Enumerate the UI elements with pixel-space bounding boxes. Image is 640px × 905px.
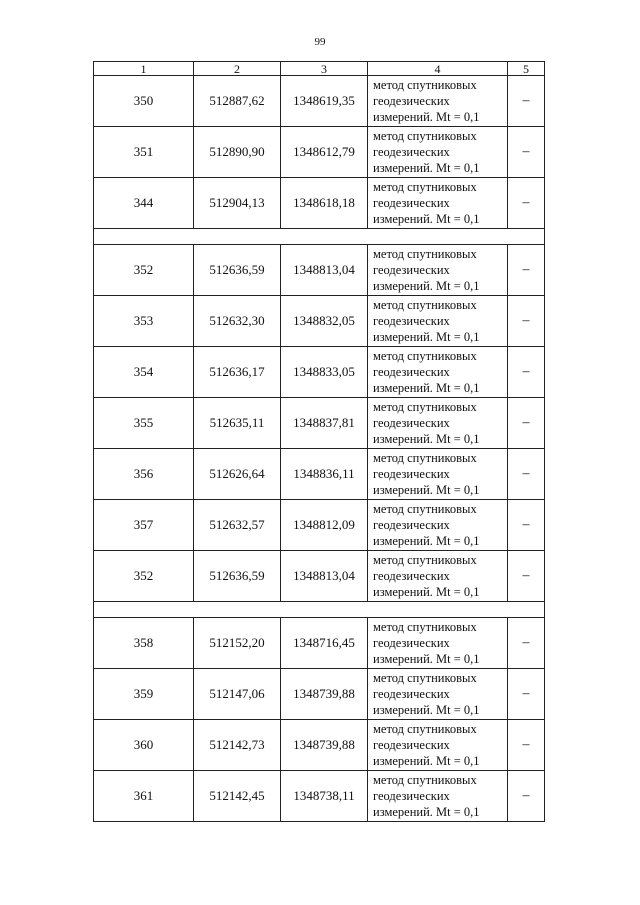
y-coordinate-cell: 1348612,79 — [281, 127, 368, 178]
y-coordinate-cell: 1348836,11 — [281, 449, 368, 500]
dash-cell: – — [508, 618, 545, 669]
x-coordinate-cell: 512147,06 — [194, 669, 281, 720]
y-coordinate-cell: 1348618,18 — [281, 178, 368, 229]
method-cell — [368, 551, 508, 602]
dash-cell: – — [508, 500, 545, 551]
method-text-line: метод спутниковых — [373, 451, 477, 465]
method-text-line: метод спутниковых — [373, 553, 477, 567]
method-text-line: геодезических — [373, 196, 450, 210]
method-text-line: геодезических — [373, 789, 450, 803]
x-coordinate-cell: 512142,73 — [194, 720, 281, 771]
method-text-line: метод спутниковых — [373, 773, 477, 787]
method-cell — [368, 720, 508, 771]
y-coordinate-cell: 1348833,05 — [281, 347, 368, 398]
method-text-line: измерений. Mt = 0,1 — [373, 161, 480, 175]
y-coordinate-cell: 1348813,04 — [281, 245, 368, 296]
method-cell — [368, 771, 508, 822]
method-text-line: геодезических — [373, 687, 450, 701]
coordinates-table — [93, 61, 545, 822]
table-row — [94, 500, 545, 551]
y-coordinate-cell: 1348619,35 — [281, 76, 368, 127]
method-text-line: измерений. Mt = 0,1 — [373, 212, 480, 226]
method-text-line: метод спутниковых — [373, 180, 477, 194]
header-cell-5: 5 — [508, 62, 545, 76]
method-cell — [368, 500, 508, 551]
table-row — [94, 296, 545, 347]
header-cell-1: 1 — [94, 62, 194, 76]
point-number-cell: 361 — [94, 771, 194, 822]
method-cell — [368, 347, 508, 398]
point-number-cell: 351 — [94, 127, 194, 178]
method-text-line: метод спутниковых — [373, 247, 477, 261]
method-text-line: геодезических — [373, 94, 450, 108]
x-coordinate-cell: 512626,64 — [194, 449, 281, 500]
method-text-line: метод спутниковых — [373, 129, 477, 143]
method-text-line: измерений. Mt = 0,1 — [373, 110, 480, 124]
method-text-line: геодезических — [373, 518, 450, 532]
method-text-line: измерений. Mt = 0,1 — [373, 703, 480, 717]
point-number-cell: 356 — [94, 449, 194, 500]
x-coordinate-cell: 512636,59 — [194, 245, 281, 296]
method-text-line: геодезических — [373, 314, 450, 328]
y-coordinate-cell: 1348832,05 — [281, 296, 368, 347]
method-text-line: метод спутниковых — [373, 671, 477, 685]
method-text-line: измерений. Mt = 0,1 — [373, 652, 480, 666]
method-text-line: метод спутниковых — [373, 298, 477, 312]
method-cell — [368, 76, 508, 127]
method-text-line: геодезических — [373, 145, 450, 159]
method-text-line: измерений. Mt = 0,1 — [373, 330, 480, 344]
method-text-line: геодезических — [373, 365, 450, 379]
table-body — [94, 62, 545, 822]
method-text-line: метод спутниковых — [373, 78, 477, 92]
x-coordinate-cell: 512632,30 — [194, 296, 281, 347]
dash-cell: – — [508, 296, 545, 347]
separator-cell — [94, 229, 545, 245]
y-coordinate-cell: 1348739,88 — [281, 669, 368, 720]
method-cell — [368, 245, 508, 296]
table-row — [94, 245, 545, 296]
method-text-line: метод спутниковых — [373, 722, 477, 736]
table-row — [94, 449, 545, 500]
table-row — [94, 551, 545, 602]
method-text-line: измерений. Mt = 0,1 — [373, 754, 480, 768]
table-row — [94, 398, 545, 449]
point-number-cell: 352 — [94, 551, 194, 602]
method-cell — [368, 127, 508, 178]
method-text-line: измерений. Mt = 0,1 — [373, 279, 480, 293]
table-row — [94, 771, 545, 822]
y-coordinate-cell: 1348837,81 — [281, 398, 368, 449]
header-cell-3: 3 — [281, 62, 368, 76]
section-separator-row — [94, 229, 545, 245]
method-text-line: метод спутниковых — [373, 400, 477, 414]
point-number-cell: 353 — [94, 296, 194, 347]
page-number: 99 — [314, 36, 326, 48]
dash-cell: – — [508, 245, 545, 296]
method-text-line: измерений. Mt = 0,1 — [373, 534, 480, 548]
method-text-line: измерений. Mt = 0,1 — [373, 381, 480, 395]
dash-cell: – — [508, 347, 545, 398]
method-text-line: геодезических — [373, 467, 450, 481]
y-coordinate-cell: 1348812,09 — [281, 500, 368, 551]
method-cell — [368, 296, 508, 347]
method-text-line: измерений. Mt = 0,1 — [373, 483, 480, 497]
point-number-cell: 359 — [94, 669, 194, 720]
x-coordinate-cell: 512887,62 — [194, 76, 281, 127]
y-coordinate-cell: 1348739,88 — [281, 720, 368, 771]
method-text-line: измерений. Mt = 0,1 — [373, 585, 480, 599]
x-coordinate-cell: 512632,57 — [194, 500, 281, 551]
method-text-line: измерений. Mt = 0,1 — [373, 432, 480, 446]
table-row — [94, 669, 545, 720]
dash-cell: – — [508, 178, 545, 229]
table-row — [94, 76, 545, 127]
point-number-cell: 358 — [94, 618, 194, 669]
y-coordinate-cell: 1348738,11 — [281, 771, 368, 822]
section-separator-row — [94, 602, 545, 618]
x-coordinate-cell: 512890,90 — [194, 127, 281, 178]
table-row — [94, 178, 545, 229]
separator-cell — [94, 602, 545, 618]
x-coordinate-cell: 512635,11 — [194, 398, 281, 449]
dash-cell: – — [508, 771, 545, 822]
method-cell — [368, 398, 508, 449]
x-coordinate-cell: 512904,13 — [194, 178, 281, 229]
dash-cell: – — [508, 669, 545, 720]
x-coordinate-cell: 512142,45 — [194, 771, 281, 822]
x-coordinate-cell: 512636,17 — [194, 347, 281, 398]
table-row — [94, 347, 545, 398]
point-number-cell: 352 — [94, 245, 194, 296]
point-number-cell: 354 — [94, 347, 194, 398]
header-cell-2: 2 — [194, 62, 281, 76]
method-text-line: геодезических — [373, 738, 450, 752]
header-cell-4: 4 — [368, 62, 508, 76]
y-coordinate-cell: 1348813,04 — [281, 551, 368, 602]
x-coordinate-cell: 512636,59 — [194, 551, 281, 602]
x-coordinate-cell: 512152,20 — [194, 618, 281, 669]
point-number-cell: 344 — [94, 178, 194, 229]
dash-cell: – — [508, 449, 545, 500]
method-text-line: геодезических — [373, 263, 450, 277]
point-number-cell: 360 — [94, 720, 194, 771]
dash-cell: – — [508, 551, 545, 602]
method-cell — [368, 449, 508, 500]
method-text-line: измерений. Mt = 0,1 — [373, 805, 480, 819]
method-text-line: геодезических — [373, 569, 450, 583]
point-number-cell: 357 — [94, 500, 194, 551]
point-number-cell: 350 — [94, 76, 194, 127]
method-text-line: метод спутниковых — [373, 502, 477, 516]
method-cell — [368, 669, 508, 720]
header-row — [94, 62, 545, 76]
table-row — [94, 720, 545, 771]
dash-cell: – — [508, 127, 545, 178]
y-coordinate-cell: 1348716,45 — [281, 618, 368, 669]
point-number-cell: 355 — [94, 398, 194, 449]
method-text-line: геодезических — [373, 636, 450, 650]
dash-cell: – — [508, 76, 545, 127]
method-cell — [368, 618, 508, 669]
table-row — [94, 618, 545, 669]
method-text-line: метод спутниковых — [373, 349, 477, 363]
dash-cell: – — [508, 398, 545, 449]
method-text-line: метод спутниковых — [373, 620, 477, 634]
dash-cell: – — [508, 720, 545, 771]
table-row — [94, 127, 545, 178]
method-cell — [368, 178, 508, 229]
method-text-line: геодезических — [373, 416, 450, 430]
